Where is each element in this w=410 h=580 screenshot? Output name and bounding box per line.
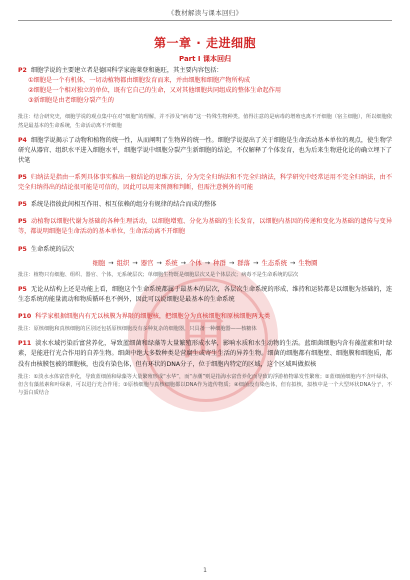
annotation-note: 批注：植物只有细胞、组织、器官、个体，无系统层次；单细胞生物既是细胞层次又是个体层次；病毒不是生命系统的层次: [18, 271, 299, 278]
level-item: 生物圈: [298, 258, 318, 267]
page-number: 1: [203, 567, 207, 574]
level-item: 组织: [116, 258, 130, 267]
header-rule: [18, 20, 392, 21]
list-item: ①细胞是一个有机体，一切动植物都由细胞发育而来，并由细胞和细胞产物所构成: [28, 77, 251, 85]
page-ref: P5: [18, 245, 27, 253]
level-item: 系统: [164, 258, 178, 267]
list-item: ③新细胞是由老细胞分裂产生的: [28, 97, 114, 105]
level-item: 生态系统: [261, 258, 287, 267]
level-item: 种群: [213, 258, 226, 267]
page-ref: P10: [18, 313, 32, 321]
document-body: [18, 66, 392, 403]
paragraph-text: 系统是指彼此间相互作用、相互依赖的组分有规律的结合而成的整体: [30, 201, 217, 209]
arrow-icon: →: [253, 258, 259, 267]
page-ref: P4: [18, 136, 27, 144]
paragraph-text: 无论从结构上还是功能上看，细胞这个生命系统都属于最基本的层次，各层次生命系统的形成、维持和运转都是以细胞为基础的，连生态系统的能量流动和物质循环也不例外，因此可以说细胞是最基本的生命系统: [18, 285, 393, 303]
paragraph-text: 细胞学说的主要建立者是德国科学家施莱登和施旺，其主要内容包括：: [30, 67, 223, 74]
page-ref: P5: [18, 218, 27, 226]
paragraph-text: 科学家根据细胞内有无以核膜为界限的细胞核，把细胞分为真核细胞和原核细胞两大类: [35, 313, 271, 321]
running-header: 《教材解读与课本回归》: [167, 9, 243, 17]
paragraph-system: [18, 200, 392, 210]
paragraph-levels: [18, 245, 392, 255]
level-item: 个体: [189, 258, 202, 267]
watermark-glyph: 田: [180, 311, 226, 365]
paragraph-p11: [18, 339, 392, 369]
paragraph-p2: [18, 66, 392, 106]
arrow-icon: →: [132, 258, 138, 267]
page-ref: P5: [18, 285, 27, 293]
level-item: 细胞: [92, 258, 106, 267]
paragraph-cell-basis: [18, 217, 392, 237]
paragraph-induction: [18, 173, 392, 193]
arrow-icon: →: [228, 258, 235, 267]
annotation-note: 批注：原核细胞和真核细胞的区别还包括原核细胞没有多种复杂的细胞器，只具备一种细胞器——核糖体: [18, 326, 257, 333]
page-ref: P11: [18, 340, 32, 348]
page-ref: P2: [18, 67, 27, 74]
arrow-icon: →: [108, 258, 114, 267]
paragraph-text: 淡水水域污染后富营养化，导致蓝细菌和绿藻等大量繁殖形成水华，影响水质和水生动物的生活。蓝细菌细胞内含有藻蓝素和叶绿素，是能进行光合作用的自养生物。细菌中绝大多数种类是营腐生或寄生生活的异养生物。细菌的细胞都有细胞壁、细胞膜和细胞质，都没有由核膜包被的细胞核，也没有染色体，但有环状的DNA分子，位于细胞内特定的区域，这个区域叫做拟核: [18, 340, 393, 368]
list-item: ②细胞是一个相对独立的单位，既有它自己的生命，又对其他细胞共同组成的整体生命起作用: [28, 87, 282, 95]
page-ref: P5: [18, 174, 27, 182]
paragraph-text: 动植物以细胞代谢为基础的各种生理活动，以细胞增殖、分化为基础的生长发育，以细胞内基因的传递和变化为基础的遗传与变异等，都说明细胞是生命活动的基本单位，生命活动离不开细胞: [18, 218, 393, 236]
paragraph-text: 生命系统的层次: [30, 245, 75, 253]
levels-flow: [18, 257, 392, 269]
arrow-icon: →: [204, 258, 211, 267]
paragraph-basic-system: [18, 285, 392, 305]
paragraph-p10: [18, 312, 392, 322]
paragraph-text: 细胞学说揭示了动物和植物的统一性，从而阐明了生物界的统一性。细胞学说提出了关于细胞是生命活动基本单位的观点，使生物学研究从器官、组织水平进入细胞水平，细胞学说中细胞分裂产生新细胞的结论，不仅解释了个体发育，也为后来生物进化论的确立埋下了伏笔: [18, 136, 393, 164]
annotation-note: 批注：①淡水水体富营养化，导致蓝细菌和绿藻等大量繁殖形成“水华”，而“赤潮”则是指海水富营养化而导致的浮游植物暴发性繁殖；②蓝细菌细胞内不含叶绿体，但含有藻蓝素和叶绿素，可以进行光合作用；③原核细胞与真核细胞都以DNA作为遗传物质；④细菌没有染色体，但有拟核，拟核中是一个大型环状DNA分子，不与蛋白质结合: [18, 373, 392, 396]
paragraph-text: 归纳法是指由一系列具体事实推出一般结论的思维方法，分为完全归纳法和不完全归纳法，科学研究中经常运用不完全归纳法，由不完全归纳得出的结论很可能是可信的，因此可以用来预测和判断，但需注意例外的可能: [18, 174, 393, 192]
arrow-icon: →: [180, 258, 187, 267]
arrow-icon: →: [156, 258, 162, 267]
page-ref: P5: [18, 201, 27, 209]
arrow-icon: →: [290, 258, 296, 267]
level-item: 器官: [140, 258, 154, 267]
chapter-title: 第一章 · 走进细胞: [154, 36, 256, 50]
part-title: Part I 课本回归: [179, 55, 231, 63]
annotation-note: 批注：结合研究史，细胞学说的观点集中在对“细胞”的理解，并不涉及“病毒”这一特殊生物种类。值得注意的是病毒的增殖也离不开细胞（宿主细胞），所以细胞依然是最基本的生命系统，生命活动离不开细胞: [18, 114, 392, 129]
paragraph-p4: [18, 136, 392, 166]
level-item: 群落: [237, 258, 251, 267]
